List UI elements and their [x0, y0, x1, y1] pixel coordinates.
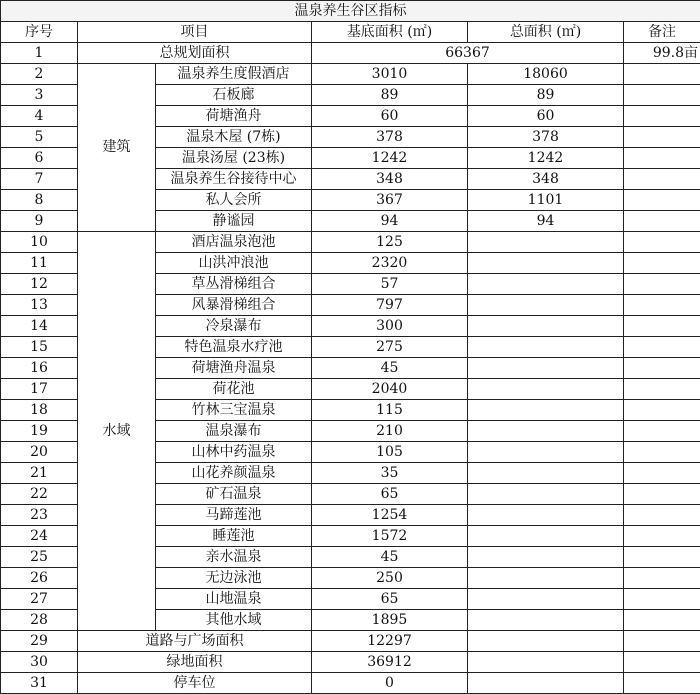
- row-number: 2: [1, 64, 78, 85]
- item-name: 温泉养生谷接待中心: [156, 169, 312, 190]
- row-number: 30: [1, 652, 78, 673]
- item-name: 温泉木屋 (7栋): [156, 127, 312, 148]
- row-number: 14: [1, 316, 78, 337]
- base-area-value: 12297: [312, 631, 468, 652]
- row-number: 7: [1, 169, 78, 190]
- total-area-value: [468, 316, 624, 337]
- total-area-value: [468, 463, 624, 484]
- item-name: 温泉瀑布: [156, 421, 312, 442]
- note-value: [624, 169, 700, 190]
- total-area-value: [468, 484, 624, 505]
- row-number: 21: [1, 463, 78, 484]
- base-area-value: 300: [312, 316, 468, 337]
- title-row: [1, 1, 700, 22]
- note-value: [624, 127, 700, 148]
- total-area-value: [468, 232, 624, 253]
- base-area-value: 115: [312, 400, 468, 421]
- header-item: 项目: [78, 22, 312, 43]
- base-area-value: 2320: [312, 253, 468, 274]
- base-area-value: 378: [312, 127, 468, 148]
- row-number: 11: [1, 253, 78, 274]
- total-area-value: [468, 295, 624, 316]
- row-number: 10: [1, 232, 78, 253]
- total-area-value: [468, 673, 624, 694]
- item-name: 道路与广场面积: [78, 631, 312, 652]
- item-name: 矿石温泉: [156, 484, 312, 505]
- total-area-value: [468, 610, 624, 631]
- note-value: [624, 505, 700, 526]
- note-value: [624, 358, 700, 379]
- total-area-value: [468, 547, 624, 568]
- base-area-value: 0: [312, 673, 468, 694]
- row-number: 18: [1, 400, 78, 421]
- header-note: 备注: [624, 22, 700, 43]
- note-value: [624, 484, 700, 505]
- item-name: 特色温泉水疗池: [156, 337, 312, 358]
- table-row: [1, 673, 700, 694]
- base-area-value: 35: [312, 463, 468, 484]
- row-number: 15: [1, 337, 78, 358]
- item-name: 山花养颜温泉: [156, 463, 312, 484]
- item-name: 荷花池: [156, 379, 312, 400]
- item-name: 竹林三宝温泉: [156, 400, 312, 421]
- table-row: [1, 64, 700, 85]
- base-area-value: 105: [312, 442, 468, 463]
- note-value: [624, 211, 700, 232]
- item-name: 其他水域: [156, 610, 312, 631]
- item-name: 温泉养生度假酒店: [156, 64, 312, 85]
- item-name: 山洪冲浪池: [156, 253, 312, 274]
- note-value: [624, 316, 700, 337]
- row-number: 5: [1, 127, 78, 148]
- base-area-value: 275: [312, 337, 468, 358]
- total-area-value: [468, 379, 624, 400]
- row-number: 8: [1, 190, 78, 211]
- row-number: 27: [1, 589, 78, 610]
- note-value: [624, 568, 700, 589]
- base-area-value: 89: [312, 85, 468, 106]
- item-name: 荷塘渔舟温泉: [156, 358, 312, 379]
- item-name: 温泉汤屋 (23栋): [156, 148, 312, 169]
- total-area-value: 89: [468, 85, 624, 106]
- header-row: [1, 22, 700, 43]
- note-value: [624, 547, 700, 568]
- total-area-value: [468, 631, 624, 652]
- table-title: 温泉养生谷区指标: [1, 1, 700, 22]
- note-value: [624, 631, 700, 652]
- row-number: 4: [1, 106, 78, 127]
- total-area-value: [468, 652, 624, 673]
- group-label: 建筑: [78, 64, 156, 232]
- table-body: [1, 43, 700, 694]
- total-area-value: [468, 358, 624, 379]
- row-number: 19: [1, 421, 78, 442]
- note-value: [624, 106, 700, 127]
- row-number: 31: [1, 673, 78, 694]
- table-row-total-plan: [1, 43, 700, 64]
- total-area-value: [468, 568, 624, 589]
- note-value: [624, 85, 700, 106]
- item-name: 酒店温泉泡池: [156, 232, 312, 253]
- group-label: 水域: [78, 232, 156, 631]
- total-area-value: [468, 505, 624, 526]
- item-name: 绿地面积: [78, 652, 312, 673]
- total-area-value: 60: [468, 106, 624, 127]
- item-name: 草丛滑梯组合: [156, 274, 312, 295]
- base-area-value: 45: [312, 547, 468, 568]
- base-area-value: 60: [312, 106, 468, 127]
- note-value: [624, 253, 700, 274]
- item-name: 睡莲池: [156, 526, 312, 547]
- row-number: 12: [1, 274, 78, 295]
- item-name: 山林中药温泉: [156, 442, 312, 463]
- base-area-value: 36912: [312, 652, 468, 673]
- base-area-value: 65: [312, 484, 468, 505]
- base-area-value: 797: [312, 295, 468, 316]
- item-name: 冷泉瀑布: [156, 316, 312, 337]
- row-number: 3: [1, 85, 78, 106]
- base-area-value: 65: [312, 589, 468, 610]
- total-area-value: [468, 274, 624, 295]
- row-number: 1: [1, 43, 78, 64]
- note-value: [624, 442, 700, 463]
- item-name: 无边泳池: [156, 568, 312, 589]
- total-plan-label: 总规划面积: [78, 43, 312, 64]
- row-number: 24: [1, 526, 78, 547]
- item-name: 亲水温泉: [156, 547, 312, 568]
- base-area-value: 2040: [312, 379, 468, 400]
- base-area-value: 210: [312, 421, 468, 442]
- note-value: [624, 148, 700, 169]
- total-area-value: 1242: [468, 148, 624, 169]
- base-area-value: 1572: [312, 526, 468, 547]
- note-value: [624, 337, 700, 358]
- total-area-value: 378: [468, 127, 624, 148]
- total-area-value: [468, 400, 624, 421]
- total-area-value: 18060: [468, 64, 624, 85]
- row-number: 26: [1, 568, 78, 589]
- note-value: [624, 190, 700, 211]
- note-value: [624, 463, 700, 484]
- item-name: 马蹄莲池: [156, 505, 312, 526]
- total-plan-note: 99.8亩: [624, 43, 700, 64]
- item-name: 山地温泉: [156, 589, 312, 610]
- base-area-value: 57: [312, 274, 468, 295]
- table-row: [1, 652, 700, 673]
- item-name: 静谧园: [156, 211, 312, 232]
- row-number: 13: [1, 295, 78, 316]
- note-value: [624, 379, 700, 400]
- total-area-value: [468, 253, 624, 274]
- base-area-value: 45: [312, 358, 468, 379]
- note-value: [624, 610, 700, 631]
- base-area-value: 125: [312, 232, 468, 253]
- note-value: [624, 589, 700, 610]
- total-area-value: 1101: [468, 190, 624, 211]
- row-number: 22: [1, 484, 78, 505]
- row-number: 17: [1, 379, 78, 400]
- total-area-value: [468, 526, 624, 547]
- note-value: [624, 526, 700, 547]
- note-value: [624, 673, 700, 694]
- row-number: 9: [1, 211, 78, 232]
- total-area-value: [468, 589, 624, 610]
- row-number: 25: [1, 547, 78, 568]
- note-value: [624, 652, 700, 673]
- item-name: 风暴滑梯组合: [156, 295, 312, 316]
- note-value: [624, 295, 700, 316]
- item-name: 石板廊: [156, 85, 312, 106]
- note-value: [624, 421, 700, 442]
- note-value: [624, 232, 700, 253]
- note-value: [624, 400, 700, 421]
- item-name: 停车位: [78, 673, 312, 694]
- header-base-area: 基底面积 (㎡): [312, 22, 468, 43]
- base-area-value: 348: [312, 169, 468, 190]
- total-area-value: [468, 442, 624, 463]
- header-total-area: 总面积 (㎡): [468, 22, 624, 43]
- note-value: [624, 274, 700, 295]
- total-area-value: [468, 337, 624, 358]
- row-number: 20: [1, 442, 78, 463]
- base-area-value: 250: [312, 568, 468, 589]
- total-area-value: 348: [468, 169, 624, 190]
- row-number: 29: [1, 631, 78, 652]
- item-name: 荷塘渔舟: [156, 106, 312, 127]
- base-area-value: 1254: [312, 505, 468, 526]
- table-row: [1, 232, 700, 253]
- base-area-value: 1895: [312, 610, 468, 631]
- row-number: 16: [1, 358, 78, 379]
- base-area-value: 1242: [312, 148, 468, 169]
- row-number: 28: [1, 610, 78, 631]
- total-area-value: 94: [468, 211, 624, 232]
- table-row: [1, 631, 700, 652]
- base-area-value: 94: [312, 211, 468, 232]
- item-name: 私人会所: [156, 190, 312, 211]
- header-no: 序号: [1, 22, 78, 43]
- total-area-value: [468, 421, 624, 442]
- total-plan-value: 66367: [312, 43, 624, 64]
- base-area-value: 3010: [312, 64, 468, 85]
- row-number: 6: [1, 148, 78, 169]
- row-number: 23: [1, 505, 78, 526]
- note-value: [624, 64, 700, 85]
- base-area-value: 367: [312, 190, 468, 211]
